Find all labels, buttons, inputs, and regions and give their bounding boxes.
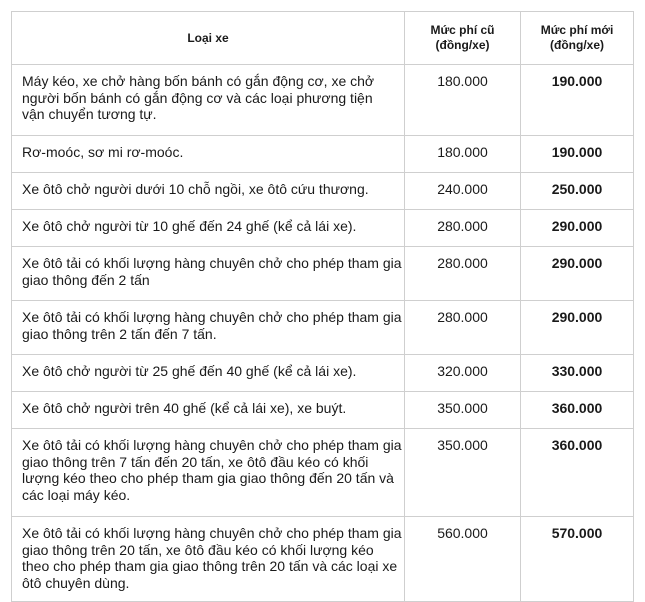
header-old-fee: Mức phí cũ (đồng/xe) <box>405 12 521 65</box>
vehicle-type-cell: Xe ôtô chở người trên 40 ghế (kể cả lái xe), xe buýt. <box>12 392 405 429</box>
vehicle-type-cell: Xe ôtô tải có khối lượng hàng chuyên chở cho phép tham gia giao thông trên 2 tấn đến 7 tấn. <box>12 301 405 355</box>
vehicle-type-cell: Xe ôtô chở người dưới 10 chỗ ngồi, xe ôtô cứu thương. <box>12 173 405 210</box>
new-fee-cell: 360.000 <box>521 429 634 517</box>
table-row <box>12 355 634 392</box>
table-row <box>12 173 634 210</box>
old-fee-cell: 180.000 <box>405 65 521 136</box>
table-row <box>12 392 634 429</box>
header-vehicle-type: Loại xe <box>12 12 405 65</box>
header-row <box>12 12 634 65</box>
old-fee-cell: 350.000 <box>405 392 521 429</box>
vehicle-type-cell: Máy kéo, xe chở hàng bốn bánh có gắn động cơ, xe chở người bốn bánh có gắn động cơ và các loại phương tiện vận chuyển tương tự. <box>12 65 405 136</box>
vehicle-type-cell: Xe ôtô tải có khối lượng hàng chuyên chở cho phép tham gia giao thông trên 7 tấn đến 20 tấn, xe ôtô đầu kéo có khối lượng kéo theo cho phép tham gia giao thông đến 20 tấn và các loại máy kéo. <box>12 429 405 517</box>
new-fee-cell: 190.000 <box>521 136 634 173</box>
old-fee-cell: 180.000 <box>405 136 521 173</box>
new-fee-cell: 290.000 <box>521 210 634 247</box>
table-row <box>12 136 634 173</box>
table-row <box>12 210 634 247</box>
vehicle-type-cell: Xe ôtô tải có khối lượng hàng chuyên chở cho phép tham gia giao thông đến 2 tấn <box>12 247 405 301</box>
table-row <box>12 301 634 355</box>
old-fee-cell: 320.000 <box>405 355 521 392</box>
vehicle-type-cell: Xe ôtô chở người từ 25 ghế đến 40 ghế (kể cả lái xe). <box>12 355 405 392</box>
old-fee-cell: 560.000 <box>405 517 521 602</box>
old-fee-cell: 280.000 <box>405 210 521 247</box>
fee-table <box>11 11 634 602</box>
old-fee-cell: 350.000 <box>405 429 521 517</box>
table-row <box>12 247 634 301</box>
new-fee-cell: 290.000 <box>521 247 634 301</box>
table-body <box>12 65 634 602</box>
header-new-fee: Mức phí mới (đồng/xe) <box>521 12 634 65</box>
new-fee-cell: 330.000 <box>521 355 634 392</box>
old-fee-cell: 280.000 <box>405 301 521 355</box>
vehicle-type-cell: Xe ôtô tải có khối lượng hàng chuyên chở cho phép tham gia giao thông trên 20 tấn, xe ôtô đầu kéo có khối lượng kéo theo cho phép tham gia giao thông trên 20 tấn và các loại xe ôtô chuyên dùng. <box>12 517 405 602</box>
new-fee-cell: 290.000 <box>521 301 634 355</box>
table-header <box>12 12 634 65</box>
vehicle-type-cell: Rơ-moóc, sơ mi rơ-moóc. <box>12 136 405 173</box>
table-row <box>12 429 634 517</box>
new-fee-cell: 190.000 <box>521 65 634 136</box>
vehicle-type-cell: Xe ôtô chở người từ 10 ghế đến 24 ghế (kể cả lái xe). <box>12 210 405 247</box>
table-row <box>12 65 634 136</box>
new-fee-cell: 360.000 <box>521 392 634 429</box>
table-row <box>12 517 634 602</box>
new-fee-cell: 570.000 <box>521 517 634 602</box>
old-fee-cell: 280.000 <box>405 247 521 301</box>
old-fee-cell: 240.000 <box>405 173 521 210</box>
new-fee-cell: 250.000 <box>521 173 634 210</box>
